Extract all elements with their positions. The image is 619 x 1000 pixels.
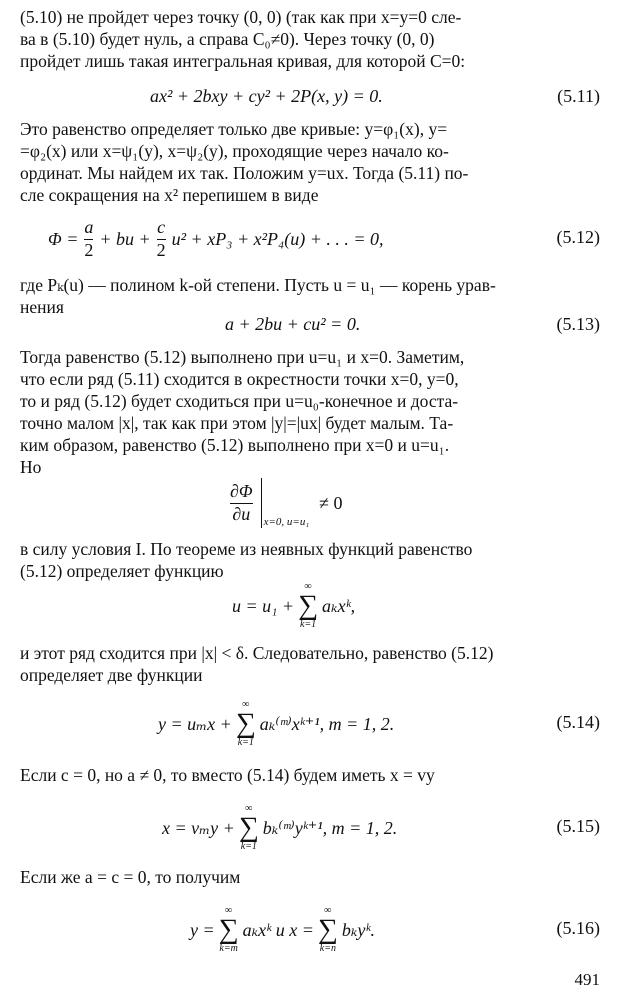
sum-upper-limit: ∞ [304,581,312,592]
sum-upper-limit: ∞ [225,905,233,916]
equation-body: ax² + 2bxy + cy² + 2P(x, y) = 0. [150,86,383,106]
sum-lower-limit: k=n [319,943,336,954]
sigma-glyph: ∑ [317,914,338,945]
equation-u-series [20,578,600,634]
text-line: (5.10) не пройдет через точку (0, 0) (так как при x=y=0 сле- [20,7,462,27]
sum-upper-limit: ∞ [324,905,332,916]
evaluation-subscript: x=0, u=u₁ [263,516,310,528]
equation-5-12 [20,214,600,264]
equation-5-15 [20,800,600,856]
text-line: определяет две функции [20,665,203,685]
eq-mid: + bu + [99,228,151,249]
book-page [20,0,600,1000]
sigma-glyph: ∑ [235,708,256,739]
text-line: в силу условия I. По теореме из неявных функций равенство [20,539,473,559]
partial-derivative-fraction [230,481,253,525]
sigma-glyph: ∑ [238,812,259,843]
paragraph-5 [20,538,600,582]
paragraph-1 [20,6,600,72]
eq-term: bₖyᵏ. [341,919,375,940]
sigma-glyph: ∑ [218,914,239,945]
numerator: ∂Φ [230,480,253,501]
paragraph-4 [20,346,600,478]
eq-term: bₖ⁽ᵐ⁾yᵏ⁺¹, m = 1, 2. [262,817,398,838]
text-line: точно малом |x|, так как при этом |y|=|ux| будет малым. Та- [20,413,454,433]
equation-number: (5.15) [556,816,600,836]
numerator: c [157,216,166,237]
text-line: ординат. Мы найдем их так. Положим y=ux. Тогда (5.11) по- [20,163,469,183]
text-line: Это равенство определяет только две кривые: y=φ₁(x), y= [20,119,448,139]
fraction-a-over-2 [84,217,93,261]
equation-body [162,800,397,856]
equation-number: (5.11) [557,86,600,106]
evaluation-bar [261,478,262,528]
equation-5-16 [20,902,600,958]
summation-sign [236,700,256,748]
denominator: 2 [156,239,166,260]
not-equal-zero: ≠ 0 [319,492,343,513]
eq-lhs: Φ = [48,228,79,249]
sum-upper-limit: ∞ [242,699,250,710]
eq-lhs: x = vₘy + [162,817,235,838]
eq-lhs: u = u₁ + [232,595,295,616]
text-line: ва в (5.10) будет нуль, а справа C₀≠0). Через точку (0, 0) [20,29,435,49]
paragraph-3 [20,274,600,318]
text-line: =φ₂(x) или x=ψ₁(y), x=ψ₂(y), проходящие через начало ко- [20,141,449,161]
equation-body [158,696,394,752]
eq-lhs: y = uₘx + [158,713,232,734]
eq-rest: u² + xP₃ + x²P₄(u) + . . . = 0, [171,228,384,249]
summation-sign [239,804,259,852]
equation-number: (5.16) [556,918,600,938]
equation-5-11 [20,86,600,110]
text-line: ким образом, равенство (5.12) выполнено при x=0 и u=u₁. [20,435,450,455]
denominator: ∂u [232,503,251,524]
sum-upper-limit: ∞ [245,803,253,814]
eq-term: aₖxᵏ, [322,595,356,616]
text-line: Если c = 0, но a ≠ 0, то вместо (5.14) будем иметь x = vy [20,765,435,785]
numerator: a [84,216,94,237]
summation-sign [318,906,338,954]
equation-5-13 [20,314,600,338]
paragraph-2 [20,118,600,206]
page-number: 491 [574,970,600,989]
equation-derivative [20,476,600,530]
text-line: нения [20,297,64,317]
summation-sign [298,582,318,630]
sum-lower-limit: k=1 [237,737,254,748]
text-line: где Pₖ(u) — полином k-ой степени. Пусть u = u₁ — корень урав- [20,275,496,295]
sigma-glyph: ∑ [298,590,319,621]
equation-number: (5.13) [556,314,600,334]
paragraph-7 [20,764,600,786]
eq-term: aₖ⁽ᵐ⁾xᵏ⁺¹, m = 1, 2. [259,713,395,734]
text-line: сле сокращения на x² перепишем в виде [20,185,319,205]
text-line: что если ряд (5.11) сходится в окрестности точки x=0, y=0, [20,369,459,389]
sum-lower-limit: k=m [219,943,238,954]
eq-lhs: y = [190,919,215,940]
equation-body [48,214,384,264]
text-line: то и ряд (5.12) будет сходиться при u=u₀-конечное и доста- [20,391,459,411]
text-line: пройдет лишь такая интегральная кривая, для которой C=0: [20,51,466,71]
equation-body: a + 2bu + cu² = 0. [225,314,361,334]
equation-body [230,476,343,530]
fraction-c-over-2 [157,217,166,261]
sum-lower-limit: k=1 [299,619,317,630]
equation-number: (5.14) [556,712,600,732]
equation-5-14 [20,696,600,752]
denominator: 2 [84,239,94,260]
eq-term: aₖxᵏ и x = [242,919,314,940]
equation-number: (5.12) [556,227,600,247]
text-line: Но [20,457,42,477]
equation-body [232,578,355,634]
paragraph-8 [20,866,600,888]
summation-sign [219,906,239,954]
sum-lower-limit: k=1 [240,841,257,852]
text-line: (5.12) определяет функцию [20,561,224,581]
paragraph-6 [20,642,600,686]
text-line: и этот ряд сходится при |x| < δ. Следовательно, равенство (5.12) [20,643,494,663]
text-line: Если же a = c = 0, то получим [20,867,241,887]
text-line: Тогда равенство (5.12) выполнено при u=u₁ и x=0. Заметим, [20,347,465,367]
equation-body [190,902,375,958]
